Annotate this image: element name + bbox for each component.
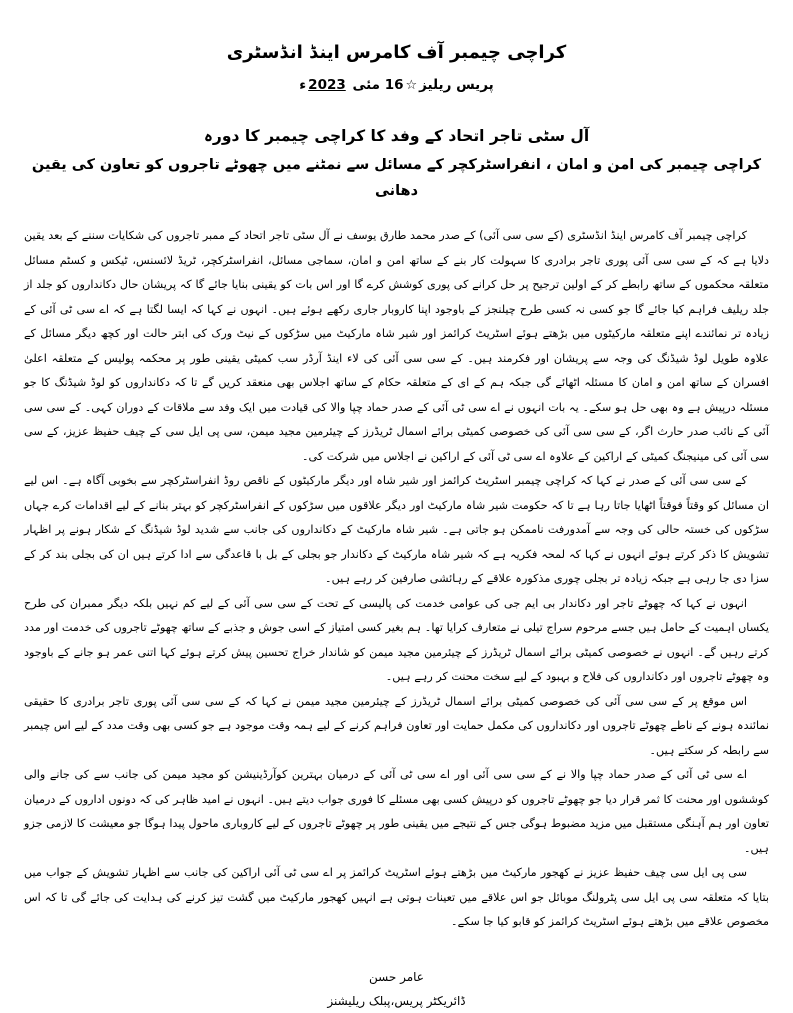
body-paragraph-1: کراچی چیمبر آف کامرس اینڈ انڈسٹری (کے سی سی آئی) کے صدر محمد طارق یوسف نے آل سٹی تاجر اتحاد کے ممبر تاجروں کی شکایات سننے کے بعد یقین دلایا ہے کہ کے سی سی آئی پوری تاجر برادری کا سہولت کار بنے کے ساتھ امن و امان، سماجی مسائل، انفراسٹرکچر، ٹریڈ لائسنس، ٹیکس و کسٹم مسائل متعلقہ محکموں کے ساتھ رابطے کر کے اولین ترجیح پر حل کرانے کی پوری کوشش کرے گا اور اس بات کو یقینی بنایا جائے گا کہ پریشان حال دکانداروں کو جلد از جلد ریلیف فراہم کیا جائے گا جو کسی نہ کسی طرح چیلنجز کے باوجود اپنا کاروبار جاری رکھے ہوئے ہیں۔ انہوں نے کہا کہ ایسا لگتا ہے کہ اے سی ٹی آئی کے زیادہ تر نمائندے اپنے متعلقہ مارکیٹوں میں بڑھتے ہوئے اسٹریٹ کرائمز اور شیر شاہ مارکیٹ میں سڑکوں کے نیٹ ورک کی ابتر حالت اور کچھ دیگر مسائل کے علاوہ طویل لوڈ شیڈنگ کی وجہ سے پریشان اور فکرمند ہیں۔ کے سی سی آئی کی لاء اینڈ آرڈر سب کمیٹی یقینی طور پر محکمہ پولیس کے متعلقہ اعلیٰ افسران کے ساتھ امن و امان کا مسئلہ اٹھائے گی جبکہ ہم کے ای کے متعلقہ حکام کے ساتھ اجلاس بھی منعقد کریں گے تا کہ دکانداروں کو لوڈ شیڈنگ کا جو مسئلہ درپیش ہے وہ بھی حل ہو سکے۔ یہ بات انہوں نے اے سی ٹی آئی کے صدر حماد چپا والا کی قیادت میں ایک وفد سے ملاقات کے دوران کہی۔ کے سی سی آئی کے نائب صدر حارث اگر، کے سی سی آئی کی خصوصی کمیٹی برائے اسمال ٹریڈرز کے چیئرمین مجید میمن، سی پی ایل سی کے چیف حفیظ عزیز، کے سی سی آئی کی مینیجنگ کمیٹی کے اراکین کے علاوہ اے سی ٹی آئی کے اراکین نے اجلاس میں شرکت کی۔ bbox=[24, 229, 769, 463]
release-year: 2023 bbox=[308, 77, 346, 93]
star-icon: ☆ bbox=[405, 78, 418, 93]
org-title: کراچی چیمبر آف کامرس اینڈ انڈسٹری bbox=[226, 42, 567, 63]
body-paragraph-3: انہوں نے کہا کہ چھوٹے تاجر اور دکاندار بی ایم جی کی عوامی خدمت کی پالیسی کے تحت کے سی سی آئی کے لیے کم نہیں بلکہ دیگر ممبران کی طرح یکساں اہمیت کے حامل ہیں جسے مرحوم سراج تیلی نے متعارف کرایا تھا۔ ہم بغیر کسی امتیاز کے اسی جوش و جذبے کے ساتھ چھوٹے تاجروں کی خدمت اور مدد کرتے رہیں گے۔ انہوں نے خصوصی کمیٹی برائے اسمال ٹریڈرز کے چیئرمین مجید میمن کو شاندار خراج تحسین پیش کرتے ہوئے کہا اتنی عمر ہو جانے کے باوجود وہ چھوٹے تاجروں اور دکانداروں کی فلاح و بہبود کے لیے سخت محنت کر رہے ہیں۔ bbox=[24, 596, 770, 683]
release-date: 16 مئی bbox=[352, 77, 404, 93]
press-release-label: پریس ریلیز bbox=[419, 77, 494, 93]
document-header bbox=[24, 38, 769, 97]
press-release-body bbox=[24, 224, 769, 935]
body-paragraph-4: اس موقع پر کے سی سی آئی کی خصوصی کمیٹی برائے اسمال ٹریڈرز کے چیئرمین مجید میمن نے کہا کہ کے سی سی آئی پوری تاجر برادری کا حقیقی نمائندہ ہونے کے ناطے چھوٹے تاجروں اور دکانداروں کی مکمل حمایت اور تعاون فراہم کرنے کے لیے ہمہ وقت موجود ہے جو کسی بھی وقت مدد کے لیے اس چیمبر سے رابطہ کر سکتے ہیں۔ bbox=[24, 694, 769, 757]
body-paragraph-6: سی پی ایل سی چیف حفیظ عزیز نے کھجور مارکیٹ میں بڑھتے ہوئے اسٹریٹ کرائمز پر اے سی ٹی آئی اراکین کی جانب سے اظہار تشویش کے جواب میں بتایا کہ متعلقہ سی پی ایل سی پٹرولنگ موبائل جو اس علاقے میں تعینات ہوتی ہے انہیں کھجور مارکیٹ میں گشت تیز کرنے کی ہدایت کی جائے گی تا کہ اس مخصوص علاقے میں بڑھتے ہوئے اسٹریٹ کرائمز کو قابو کیا جا سکے۔ bbox=[24, 866, 769, 928]
signature-block bbox=[24, 965, 769, 1013]
body-paragraph-5: اے سی ٹی آئی کے صدر حماد چپا والا نے کے سی سی آئی اور اے سی ٹی آئی کے درمیان بہترین کوآرڈینیشن کو مجید میمن کی جانب سے کی جانے والی کوششوں اور محنت کا ثمر قرار دیا جو چھوٹے تاجروں کو درپیش کسی بھی مسئلے کا فوری جواب دیتے ہیں۔ انہوں نے امید ظاہر کی کہ دونوں اداروں کے درمیان تعاون اور ہم آہنگی مستقبل میں مزید مضبوط ہوگی جس کے نتیجے میں یقینی طور پر چھوٹے تاجروں کے لیے کاروباری ماحول پیدا ہوگا جو معیشت کا لازمی جزو ہیں۔ bbox=[24, 768, 769, 855]
headline-primary: آل سٹی تاجر اتحاد کے وفد کا کراچی چیمبر کا دورہ bbox=[203, 127, 590, 145]
press-release-line bbox=[24, 74, 769, 97]
signatory-name: عامر حسن bbox=[369, 969, 424, 984]
signatory-designation: ڈائریکٹر پریس،پبلک ریلیشنز bbox=[327, 993, 466, 1008]
headline-block bbox=[24, 123, 769, 204]
headline-secondary: کراچی چیمبر کی امن و امان ، انفراسٹرکچر کے مسائل سے نمٹنے میں چھوٹے تاجروں کو تعاون کی یقین دھانی bbox=[31, 157, 762, 199]
body-paragraph-2: کے سی سی آئی کے صدر نے کہا کہ کراچی چیمبر اسٹریٹ کرائمز اور شیر شاہ اور دیگر مارکیٹوں کے ناقص روڈ انفراسٹرکچر سے بخوبی آگاہ ہے۔ اس لیے ان مسائل کو وقتاً فوقتاً اٹھایا جاتا رہا ہے تا کہ حکومت شیر شاہ مارکیٹ اور دیگر علاقوں میں سڑکوں کے انفراسٹرکچر کو بہتر بنانے کے لیے اقدامات کرے جہاں سڑکوں کی خستہ حالی کی وجہ سے آمدورفت ناممکن ہو جاتی ہے۔ شیر شاہ مارکیٹ کے دکانداروں کی جانب سے شدید لوڈ شیڈنگ کے شکار ہونے پر اظہار تشویش کا ذکر کرتے ہوئے انہوں نے کہا کہ لمحہ فکریہ ہے کہ شیر شاہ مارکیٹ کے دکاندار جو بجلی کے بل با قاعدگی سے ادا کرتے ہیں ان کی بجلی بند کر کے سزا دی جا رہی ہے جبکہ زیادہ تر بجلی چوری مذکورہ علاقے کے رہائشی صارفین کر رہے ہیں۔ bbox=[24, 474, 769, 585]
era-mark: ء bbox=[299, 77, 307, 93]
